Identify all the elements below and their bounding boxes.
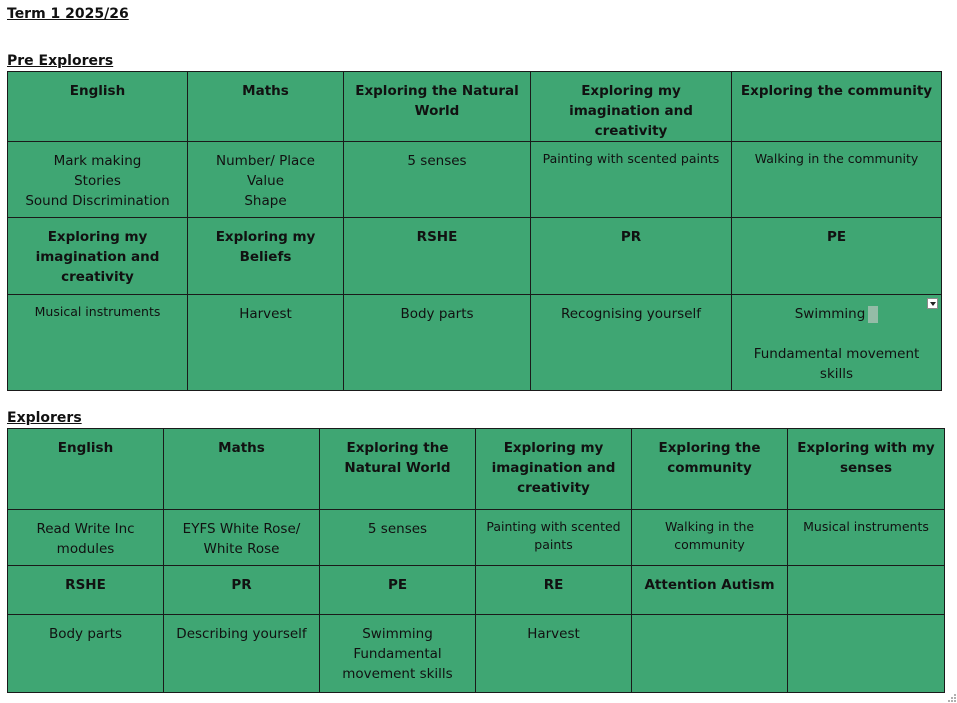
- cell-text: Exploring the community: [740, 83, 933, 99]
- table-cell[interactable]: [788, 566, 945, 615]
- cell-text: Musical instruments: [803, 519, 929, 534]
- table-cell[interactable]: [8, 510, 164, 566]
- cell-text: Exploring the Natural World: [344, 440, 451, 476]
- table-cell[interactable]: [344, 218, 531, 295]
- term-title: Term 1 2025/26: [7, 6, 129, 22]
- explorers-heading: Explorers: [7, 410, 82, 426]
- table-cell[interactable]: [732, 72, 942, 142]
- cell-text: Walking in the community: [754, 151, 919, 166]
- table-cell[interactable]: [788, 510, 945, 566]
- table-cell[interactable]: [164, 510, 320, 566]
- table-cell[interactable]: [476, 566, 632, 615]
- cell-text: English: [69, 83, 126, 99]
- table-cell[interactable]: [164, 615, 320, 693]
- table-cell[interactable]: [8, 615, 164, 693]
- pre-explorers-content-row-2: [8, 295, 942, 391]
- table-cell[interactable]: [531, 142, 732, 218]
- table-cell[interactable]: [320, 566, 476, 615]
- explorers-table: [7, 428, 945, 693]
- pre-explorers-header-row-2: [8, 218, 942, 295]
- cell-text: 5 senses: [367, 521, 428, 537]
- cell-text: Exploring my Beliefs: [215, 229, 316, 265]
- cell-text: Exploring my imagination and creativity: [491, 440, 616, 496]
- explorers-content-row-1: [8, 510, 945, 566]
- table-cell[interactable]: [8, 566, 164, 615]
- cell-text: RSHE: [416, 229, 458, 245]
- cell-text: Body parts: [48, 626, 123, 642]
- cell-text: Recognising yourself: [560, 306, 702, 322]
- table-cell[interactable]: [164, 566, 320, 615]
- table-cell[interactable]: [476, 510, 632, 566]
- cell-text: Swimming Fundamental movement skills: [342, 626, 453, 682]
- table-cell[interactable]: [788, 615, 945, 693]
- cell-text: 5 senses: [407, 153, 467, 169]
- cell-text: Harvest: [527, 626, 580, 642]
- cell-text: Body parts: [400, 306, 474, 322]
- pre-explorers-header-row-1: [8, 72, 942, 142]
- cell-text: Painting with scented paints: [542, 151, 720, 166]
- table-cell[interactable]: [8, 429, 164, 510]
- cell-text: Swimming: [794, 306, 866, 322]
- cell-text: RSHE: [65, 577, 106, 593]
- table-cell[interactable]: [8, 72, 188, 142]
- resize-grip-icon[interactable]: [947, 693, 957, 703]
- cell-text: Fundamental movement skills: [753, 346, 920, 382]
- table-cell[interactable]: [188, 218, 344, 295]
- cell-text: English: [57, 440, 114, 456]
- cell-text: Maths: [218, 440, 265, 456]
- table-cell[interactable]: [632, 510, 788, 566]
- table-cell-pe[interactable]: [732, 295, 942, 391]
- cell-text: Exploring with my senses: [797, 440, 935, 476]
- table-cell[interactable]: [476, 429, 632, 510]
- table-cell[interactable]: [344, 295, 531, 391]
- cell-text: Musical instruments: [34, 304, 161, 319]
- table-cell[interactable]: [320, 429, 476, 510]
- table-cell[interactable]: [531, 72, 732, 142]
- cell-text: Read Write Inc modules: [36, 521, 135, 557]
- explorers-header-row-1: [8, 429, 945, 510]
- cell-text: PE: [387, 577, 408, 593]
- cell-text: Number/ Place Value Shape: [216, 153, 315, 209]
- cell-text: RE: [543, 577, 564, 593]
- table-cell[interactable]: [8, 295, 188, 391]
- table-cell[interactable]: [788, 429, 945, 510]
- cell-text: Walking in the community: [664, 519, 755, 552]
- cell-text: Attention Autism: [644, 577, 775, 593]
- table-cell[interactable]: [476, 615, 632, 693]
- table-cell[interactable]: [732, 218, 942, 295]
- cell-text: Exploring my imagination and creativity: [35, 229, 160, 285]
- table-cell[interactable]: [632, 429, 788, 510]
- explorers-header-row-2: [8, 566, 945, 615]
- pre-explorers-content-row-1: [8, 142, 942, 218]
- table-cell[interactable]: [188, 142, 344, 218]
- cell-text: Mark making Stories Sound Discrimination: [25, 153, 170, 209]
- pre-explorers-heading: Pre Explorers: [7, 53, 114, 69]
- cell-text: PE: [826, 229, 847, 245]
- table-cell[interactable]: [8, 142, 188, 218]
- table-cell[interactable]: [531, 295, 732, 391]
- table-cell[interactable]: [188, 72, 344, 142]
- cell-text: Maths: [242, 83, 289, 99]
- cell-text: Describing yourself: [176, 626, 307, 642]
- chevron-down-icon[interactable]: [927, 298, 938, 309]
- cell-text: PR: [231, 577, 252, 593]
- explorers-content-row-2: [8, 615, 945, 693]
- table-cell[interactable]: [320, 510, 476, 566]
- cell-text: PR: [620, 229, 642, 245]
- text-cursor-highlight: [868, 306, 878, 323]
- cell-text: Exploring the Natural World: [355, 83, 519, 119]
- cell-text: Exploring the community: [658, 440, 761, 476]
- cell-text: Harvest: [239, 306, 292, 322]
- table-cell[interactable]: [531, 218, 732, 295]
- cell-text: Painting with scented paints: [486, 519, 621, 552]
- table-cell[interactable]: [344, 142, 531, 218]
- table-cell[interactable]: [320, 615, 476, 693]
- cell-text: Exploring my imagination and creativity: [569, 83, 693, 139]
- table-cell[interactable]: [164, 429, 320, 510]
- cell-text: EYFS White Rose/ White Rose: [182, 521, 301, 557]
- table-cell[interactable]: [188, 295, 344, 391]
- table-cell[interactable]: [632, 615, 788, 693]
- table-cell[interactable]: [632, 566, 788, 615]
- table-cell[interactable]: [344, 72, 531, 142]
- pre-explorers-table: [7, 71, 942, 391]
- table-cell[interactable]: [732, 142, 942, 218]
- table-cell[interactable]: [8, 218, 188, 295]
